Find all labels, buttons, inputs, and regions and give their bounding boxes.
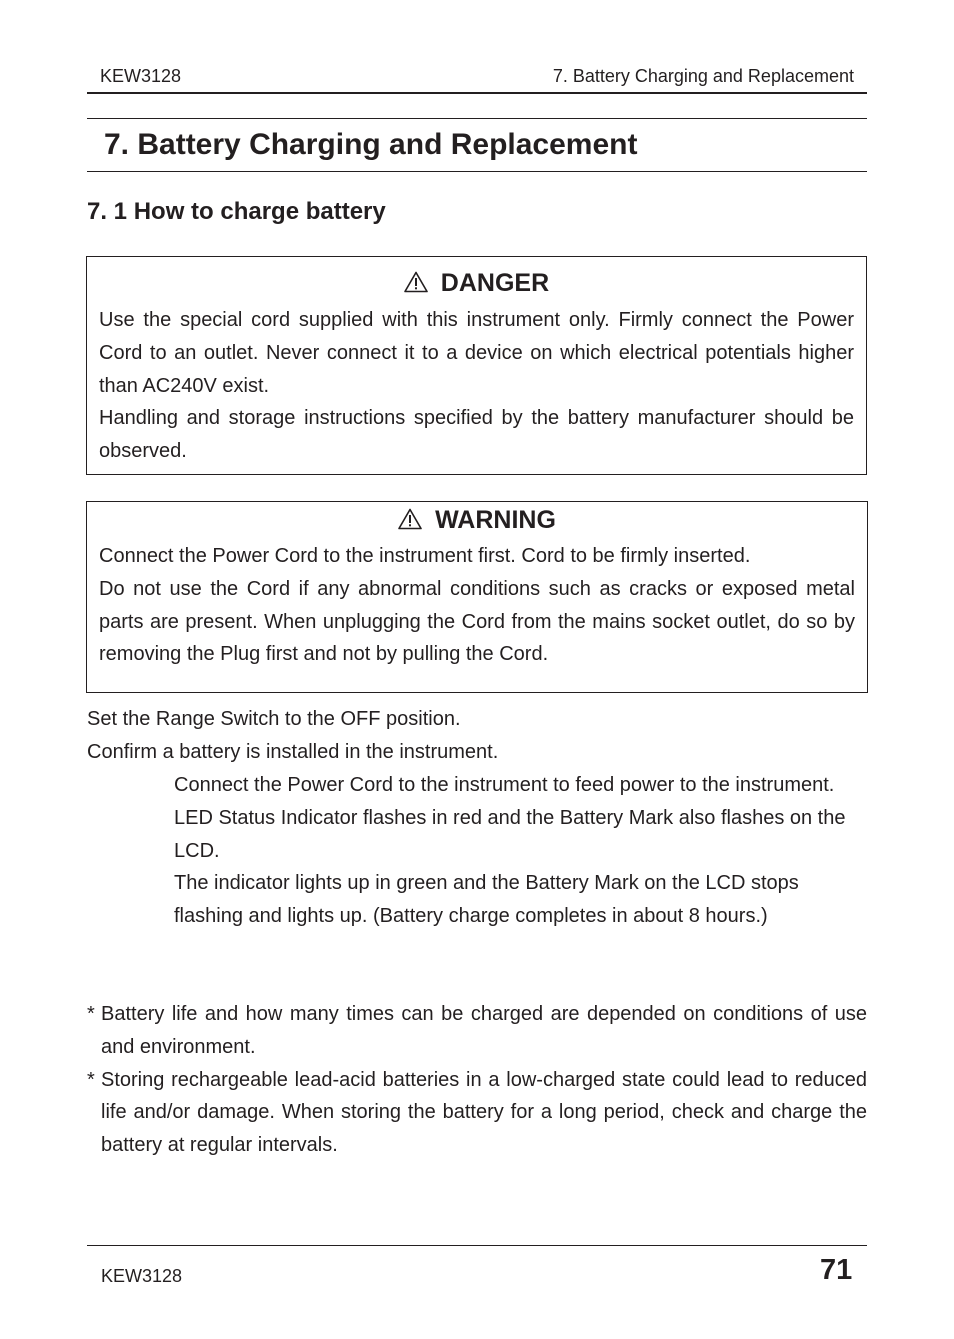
warning-body	[99, 540, 855, 671]
warning-paragraph: Do not use the Cord if any abnormal conditions such as cracks or exposed metal parts are present. When unplugging the Cord from the mains socket outlet, do so by removing the Plug first and not by pulling the Cord.	[99, 577, 855, 666]
title-rule-bottom	[87, 171, 867, 172]
note-item	[87, 1064, 867, 1162]
warning-box	[86, 501, 868, 693]
step-text: LED Status Indicator flashes in red and the Battery Mark also flashes on the LCD.	[174, 806, 846, 862]
footer-model: KEW3128	[101, 1266, 183, 1286]
warning-paragraph: Connect the Power Cord to the instrument first. Cord to be firmly inserted.	[99, 545, 751, 567]
warning-title: WARNING	[435, 506, 556, 534]
warning-heading	[87, 506, 867, 535]
header-chapter: 7. Battery Charging and Replacement	[552, 66, 854, 86]
danger-title: DANGER	[440, 269, 550, 297]
step-text: Connect the Power Cord to the instrument to feed power to the instrument.	[174, 774, 835, 796]
danger-paragraph: Handling and storage instructions specified by the battery manufacturer should be observed.	[99, 407, 854, 463]
warning-triangle-icon	[404, 269, 441, 297]
notes	[87, 998, 867, 1162]
warning-triangle-icon	[398, 506, 435, 534]
danger-body	[99, 304, 854, 468]
header-divider	[87, 92, 867, 94]
note-item	[87, 998, 867, 1064]
intro-line: Confirm a battery is installed in the instrument.	[87, 741, 499, 763]
note-text: Battery life and how many times can be charged are depended on conditions of use and environment.	[101, 1003, 867, 1058]
chapter-title: 7. Battery Charging and Replacement	[104, 128, 638, 161]
step-text: The indicator lights up in green and the Battery Mark on the LCD stops flashing and lights up. (Battery charge completes in about 8 hours.)	[174, 872, 799, 928]
intro-line: Set the Range Switch to the OFF position.	[87, 708, 461, 730]
section-title: 7. 1 How to charge battery	[87, 198, 386, 225]
note-marker: *	[87, 1003, 95, 1025]
charging-steps	[174, 769, 864, 933]
header-model: KEW3128	[100, 66, 182, 86]
title-rule-top	[87, 118, 867, 119]
footer-divider	[87, 1245, 867, 1246]
note-text: Storing rechargeable lead-acid batteries in a low-charged state could lead to reduced life and/or damage. When storing the battery for a long period, check and charge the battery at regular intervals.	[101, 1068, 867, 1157]
note-marker: *	[87, 1068, 95, 1091]
danger-box	[86, 256, 867, 475]
page-number: 71	[820, 1254, 853, 1286]
danger-paragraph: Use the special cord supplied with this instrument only. Firmly connect the Power Cord to an outlet. Never connect it to a device on which electrical potentials higher than AC240V exist.	[99, 309, 854, 397]
danger-heading	[87, 269, 866, 298]
